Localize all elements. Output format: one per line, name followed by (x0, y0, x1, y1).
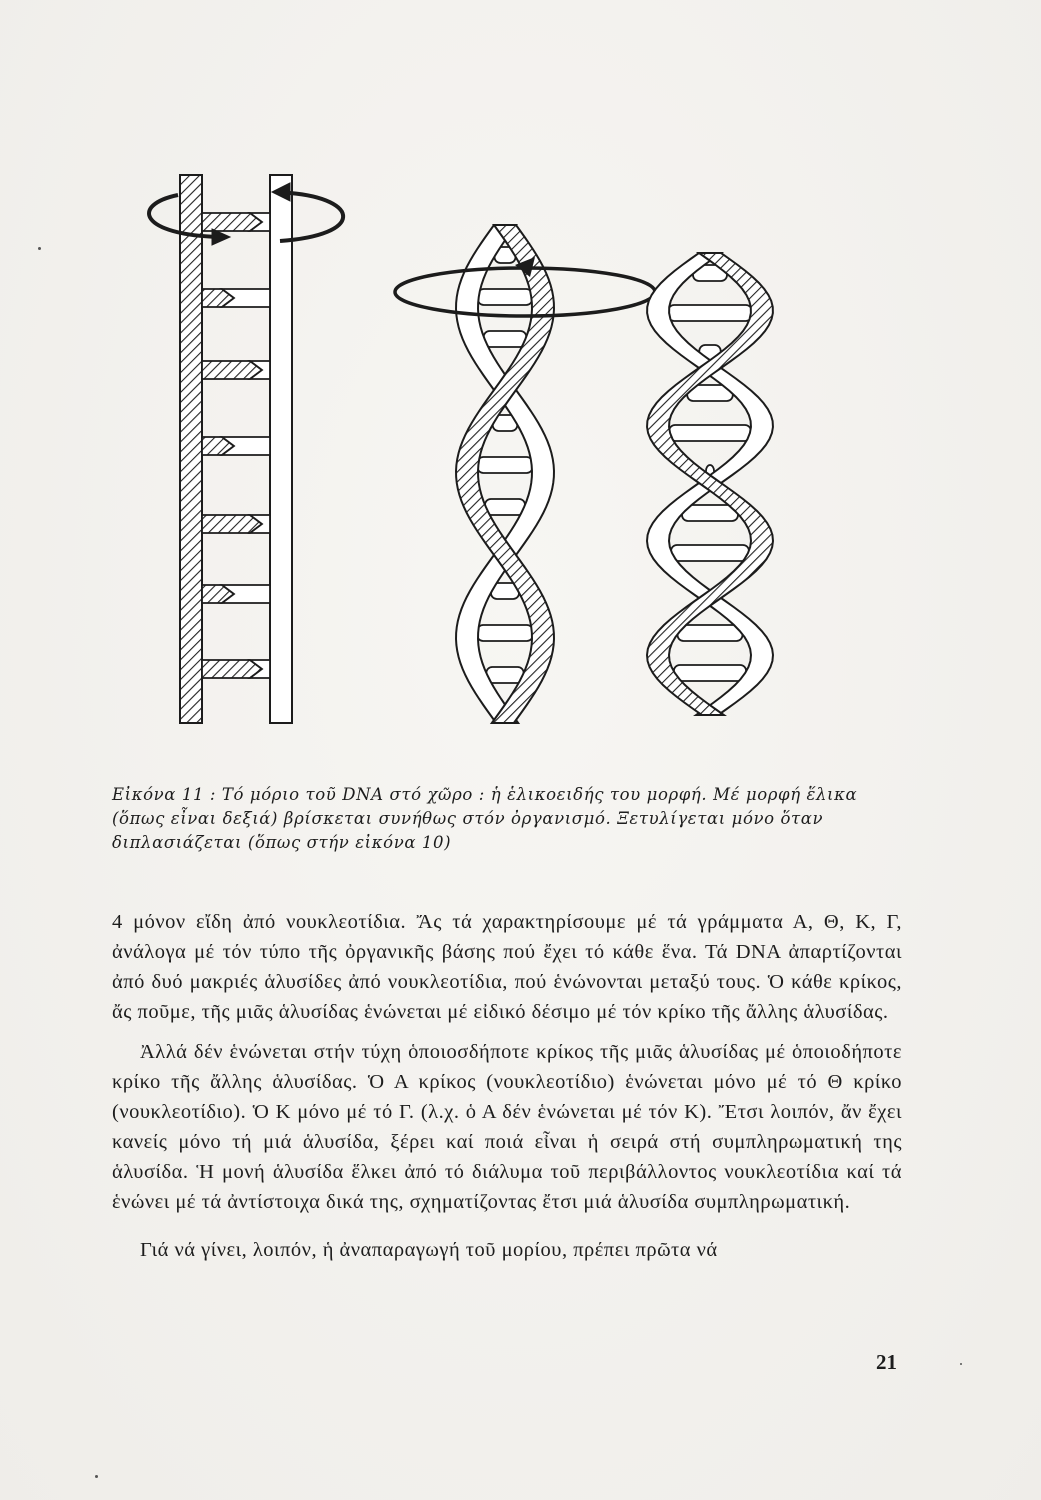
body-text (112, 907, 902, 1275)
dna-illustration (130, 165, 910, 735)
base-pair-rung (674, 665, 746, 681)
speck (960, 1363, 962, 1365)
base-pair-rung (477, 625, 533, 641)
dna-figure (130, 165, 910, 735)
base-pair-rung (484, 331, 527, 347)
base-pair-rung (478, 289, 532, 305)
base-pair-rung (669, 425, 751, 441)
page-number: 21 (876, 1350, 897, 1374)
speck (95, 1475, 98, 1478)
double-helix-dna (647, 253, 773, 715)
speck (38, 247, 41, 250)
paragraph-2: Ἀλλά δέν ἑνώνεται στήν τύχη ὁποιοσδήποτε κρίκος τῆς μιᾶς ἁλυσίδας μέ ὁποιοδήποτε κρίκο τῆς ἄλλης ἁλυσίδας. Ὁ Α κρίκος (νουκλεοτίδιο) ἑνώνεται μόνο μέ τό Θ κρίκο (νουκλεοτίδιο). Ὁ Κ μόνο μέ τό Γ. (λ.χ. ὁ Α δέν ἑνώνεται μέ τόν Κ). Ἔτσι λοιπόν, ἄν ἔχει κανείς μόνο τή μιά ἁλυσίδα, ξέρει καί ποιά εἶναι ἡ σειρά στή συμπληρωματική της ἁλυσίδα. Ἡ μονή ἁλυσίδα ἕλκει ἀπό τό διάλυμα τοῦ περιβάλλοντος νουκλεοτίδια καί τά ἑνώνει μέ τά ἀντίστοιχα δικά της, σχηματίζοντας ἔτσι μιά ἁλυσίδα συμπληρωματική. (112, 1041, 902, 1213)
paragraph-3: Γιά νά γίνει, λοιπόν, ἡ ἀναπαραγωγή τοῦ μορίου, πρέπει πρῶτα νά (140, 1239, 718, 1261)
paragraph-1: 4 μόνον εἴδη ἀπό νουκλεοτίδια. Ἄς τά χαρακτηρίσουμε μέ τά γράμματα Α, Θ, Κ, Γ, ἀνάλογα μέ τόν τύπο τῆς ὀργανικῆς βάσης πού ἔχει τό κάθε ἕνα. Τά DNA ἀπαρτίζονται ἀπό δυό μακριές ἁλυσίδες ἀπό νουκλεοτίδια, πού ἑνώνονται μεταξύ τους. Ὁ κάθε κρίκος, ἄς ποῦμε, τῆς μιᾶς ἁλυσίδας ἑνώνεται μέ εἰδικό δέσιμο μέ τόν κρίκο τῆς ἄλλης ἁλυσίδας. (112, 911, 902, 1023)
base-pair-rung (678, 625, 743, 641)
ladder-backbone-left (180, 175, 202, 723)
base-pair-rung (668, 305, 752, 321)
base-pair-rung (477, 457, 532, 473)
ladder-backbone-right (270, 175, 292, 723)
base-pair-rung (671, 545, 749, 561)
straight-dna-ladder (149, 175, 343, 723)
figure-caption: Εἰκόνα 11 : Τό μόριο τοῦ DNA στό χῶρο : ἡ ἑλικοειδής του μορφή. Μέ μορφή ἕλικα (ὅπως εἶναι δεξιά) βρίσκεται συνήθως στόν ὀργανισμό. Ξετυλίγεται μόνο ὅταν διπλασιάζεται (ὅπως στήν εἰκόνα 10) (112, 785, 858, 852)
partly-twisted-dna (395, 225, 655, 723)
base-pair-rung (486, 667, 523, 683)
bleed-through-text (105, 120, 925, 148)
base-pair-rung (485, 499, 525, 515)
